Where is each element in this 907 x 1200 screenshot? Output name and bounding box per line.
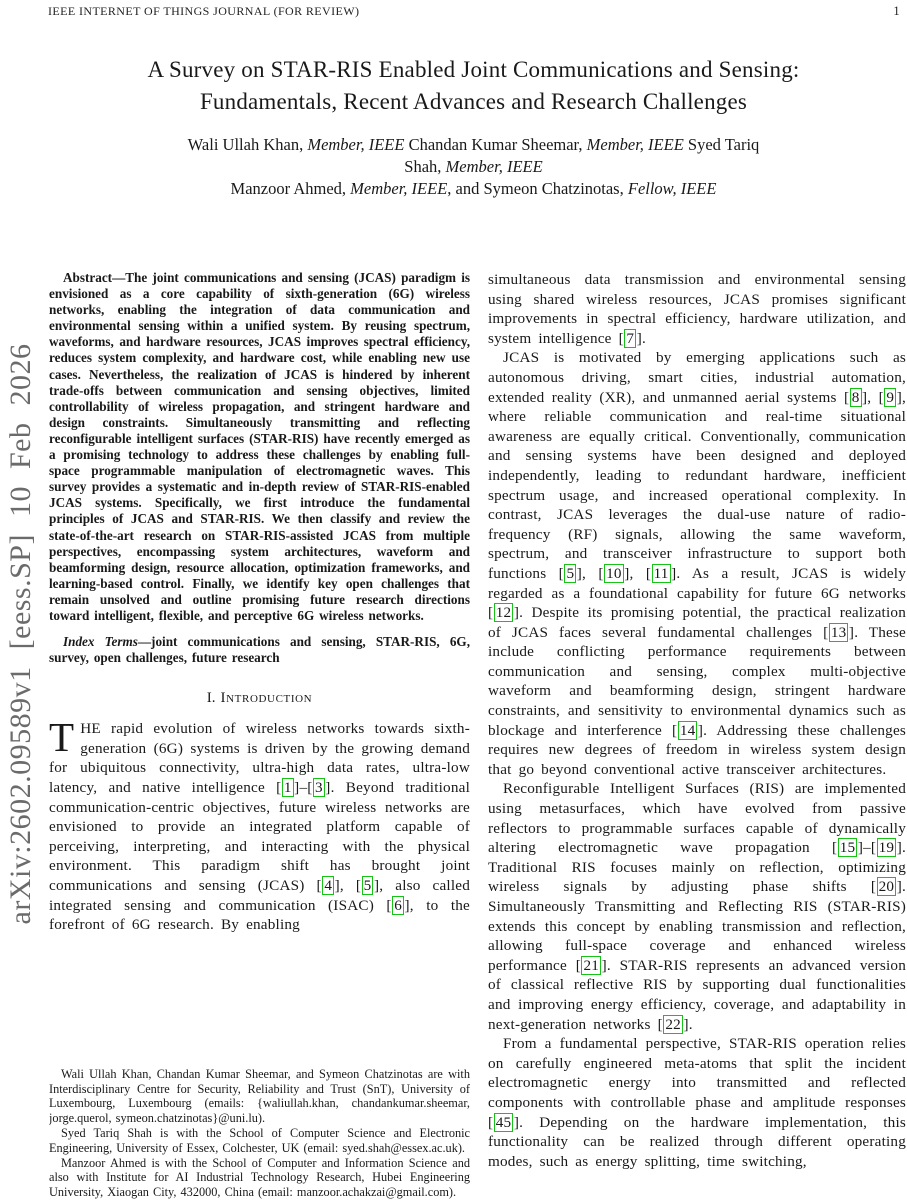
citation-link[interactable]: 5 — [363, 877, 372, 894]
right-column — [488, 270, 906, 1200]
citation-link[interactable]: 6 — [394, 896, 402, 914]
dropcap-letter: T — [49, 714, 75, 761]
author-line-3 — [45, 178, 902, 200]
paper-title-line1: A Survey on STAR-RIS Enabled Joint Communications and Sensing: — [147, 57, 800, 82]
body-paragraph-4: From a fundamental perspective, STAR-RIS operation relies on carefully engineered meta-atoms that split the incident electromagnetic energy into transmitted and reflected components with controllable phase and amplitude responses [ 45 ]. Depending on the hardware implementation, this functionality can be realized through different operating modes, such as energy splitting, time switching, — [488, 1035, 906, 1170]
author-membership: Member, IEEE — [586, 135, 684, 154]
abstract-label: Abstract — [63, 270, 113, 285]
intro-paragraph — [49, 714, 470, 935]
section-heading-introduction — [49, 690, 470, 707]
author-name: Shah, — [404, 157, 446, 176]
footnote-affiliation-2: Syed Tariq Shah is with the School of Computer Science and Electronic Engineering, University of Essex, Colchester, UK (email: syed.shah@essex.ac.uk). — [49, 1126, 470, 1155]
citation-link[interactable]: 4 — [324, 877, 333, 894]
section-number: I. — [206, 690, 216, 707]
citation-link[interactable]: 19 — [878, 839, 895, 857]
citation-link[interactable]: 7 — [626, 329, 635, 347]
citation-link[interactable]: 3 — [315, 779, 323, 797]
footnote-block — [49, 1067, 470, 1200]
arxiv-watermark: arXiv:2602.09589v1 [eess.SP] 10 Feb 2026 — [4, 343, 37, 925]
author-membership: Member, IEEE — [445, 157, 543, 176]
footnote-affiliation-3: Manzoor Ahmed is with the School of Computer and Information Science and also with Institute for AI Industrial Technology Research, Hubei Engineering University, Xiaogan City, 432000, China (email: manzoor.achakzai@gmail.com). — [49, 1155, 470, 1200]
title-block — [45, 54, 902, 200]
citation-link[interactable]: 13 — [830, 623, 847, 641]
citation-link[interactable]: 11 — [653, 564, 669, 582]
citation-link[interactable]: 12 — [495, 604, 512, 622]
section-title: Introduction — [220, 690, 313, 707]
citation-link[interactable]: 10 — [606, 564, 622, 582]
author-name: Wali Ullah Khan, — [187, 135, 308, 154]
index-terms-text: —joint communications and sensing, STAR-RIS, 6G, survey, open challenges, future research — [49, 634, 470, 666]
citation-link[interactable]: 45 — [495, 1113, 512, 1131]
paper-title — [45, 54, 902, 118]
citation-link[interactable]: 8 — [851, 388, 860, 406]
author-name: , and Symeon Chatzinotas, — [447, 179, 628, 198]
citation-link[interactable]: 14 — [679, 721, 696, 739]
author-block — [45, 134, 902, 200]
citation-link[interactable]: 15 — [839, 839, 856, 857]
page-number: 1 — [893, 4, 900, 18]
author-membership: Member, IEEE — [350, 179, 448, 198]
citation-link[interactable]: 5 — [566, 564, 575, 582]
paper-title-line2: Fundamentals, Recent Advances and Research Challenges — [199, 89, 748, 114]
intro-text: HE rapid evolution of wireless networks towards sixth-generation (6G) systems is driven by the growing demand for ubiquitous connectivity, ultra-high data rates, ultra-low latency, and native intelligence [ 1 ]–[ 3 ]. Beyond traditional communication-centric objectives, future wireless networks are envisioned to provide an integrated platform capable of perceiving, interpreting, and interacting with the physical environment. This paradigm shift has brought joint communications and sensing (JCAS) [ 4 ], [ 5 ], also called integrated sensing and communication (ISAC) [ 6 ], to the forefront of 6G research. By enabling — [49, 720, 470, 934]
author-name: Chandan Kumar Sheemar, — [404, 135, 587, 154]
citation-link[interactable]: 22 — [665, 1015, 681, 1033]
citation-link[interactable]: 9 — [886, 388, 895, 406]
body-paragraph-2: JCAS is motivated by emerging applications such as autonomous driving, smart cities, industrial automation, extended reality (XR), and unmanned aerial systems [ 8 ], [ 9 ], where reliable communication and real-time situational awareness are equally critical. Conventionally, communication and sensing systems have been designed and deployed independently, leading to redundant hardware, inefficient spectrum usage, and increased operational complexity. In contrast, JCAS leverages the dual-use nature of radio-frequency (RF) signals, allowing the same waveform, spectrum, and transceiver infrastructure to support both functions [ 5 ], [ 10 ], [ 11 ]. As a result, JCAS is widely regarded as a foundational capability for future 6G networks [ 12 ]. Despite its promising potential, the practical realization of JCAS faces several fundamental challenges [ 13 ]. These include conflicting performance requirements between communication and sensing, complex multi-objective waveform and beamforming design, stringent hardware constraints, and sensitivity to environmental dynamics such as blockage and interference [ 14 ]. Addressing these challenges requires new degrees of freedom in wireless system design that go beyond conventional active transceiver architectures. — [488, 349, 906, 778]
abstract-text: —The joint communications and sensing (JCAS) paradigm is envisioned as a core capability of sixth-generation (6G) wireless networks, enabling the integration of data communication and environmental sensing within a unified system. By reusing spectrum, waveforms, and hardware resources, JCAS improves spectral efficiency, reduces system complexity, and hardware cost, while enabling new use cases. Nevertheless, the realization of JCAS is hindered by inherent trade-offs between communication and sensing objectives, limited controllability of wireless propagation, and stringent hardware and design constraints. Simultaneously transmitting and reflecting reconfigurable intelligent surfaces (STAR-RIS) have recently emerged as a promising technology to address these challenges by enabling full-space programmable manipulation of electromagnetic waves. This survey provides a systematic and in-depth review of STAR-RIS-enabled JCAS systems. Specifically, we first introduce the fundamental principles of JCAS and STAR-RIS. We then classify and review the state-of-the-art research on STAR-RIS-assisted JCAS from multiple perspectives, encompassing system architectures, waveform and beamforming design, resource allocation, optimization frameworks, and learning-based control. Finally, we identify key open challenges that remain unsolved and outline promising future research directions toward intelligent, flexible, and perceptive 6G wireless networks. — [49, 270, 470, 623]
body-paragraph-1: simultaneous data transmission and environmental sensing using shared wireless resources, JCAS promises significant improvements in spectral efficiency, hardware utilization, and system intelligence [ 7 ]. — [488, 271, 906, 347]
author-line-2 — [45, 156, 902, 178]
citation-link[interactable]: 20 — [878, 878, 895, 896]
page-header — [48, 4, 900, 19]
author-name: Manzoor Ahmed, — [230, 179, 351, 198]
left-column — [49, 270, 470, 1200]
abstract — [49, 270, 470, 624]
author-membership: Fellow, IEEE — [627, 179, 717, 198]
journal-name: IEEE INTERNET OF THINGS JOURNAL (FOR REVIEW) — [48, 4, 360, 18]
author-membership: Member, IEEE — [307, 135, 405, 154]
index-terms-label: Index Terms — [63, 634, 138, 650]
author-name: Syed Tariq — [683, 135, 760, 154]
citation-link[interactable]: 21 — [583, 956, 600, 974]
author-line-1 — [45, 134, 902, 156]
footnote-affiliation-1: Wali Ullah Khan, Chandan Kumar Sheemar, and Symeon Chatzinotas are with Interdisciplinary Centre for Security, Reliability and Trust (SnT), University of Luxembourg, Luxembourg (emails: {waliullah.khan, chandankumar.sheemar, jorge.querol, symeon.chatzinotas}@uni.lu). — [49, 1066, 470, 1126]
index-terms — [49, 634, 470, 666]
body-paragraph-3: Reconfigurable Intelligent Surfaces (RIS) are implemented using metasurfaces, which have evolved from passive reflectors to programmable surfaces capable of dynamically altering electromagnetic wave propagation [ 15 ]–[ 19 ]. Traditional RIS focuses mainly on reflection, optimizing wireless signals by adjusting phase shifts [ 20 ]. Simultaneously Transmitting and Reflecting RIS (STAR-RIS) extends this concept by enabling transmission and reflection, allowing full-space coverage and enhanced wireless performance [ 21 ]. STAR-RIS represents an advanced version of classical reflective RIS by supporting dual functionalities and improving energy efficiency, coverage, and adaptability in next-generation networks [ 22 ]. — [488, 780, 906, 1033]
citation-link[interactable]: 1 — [283, 779, 292, 797]
